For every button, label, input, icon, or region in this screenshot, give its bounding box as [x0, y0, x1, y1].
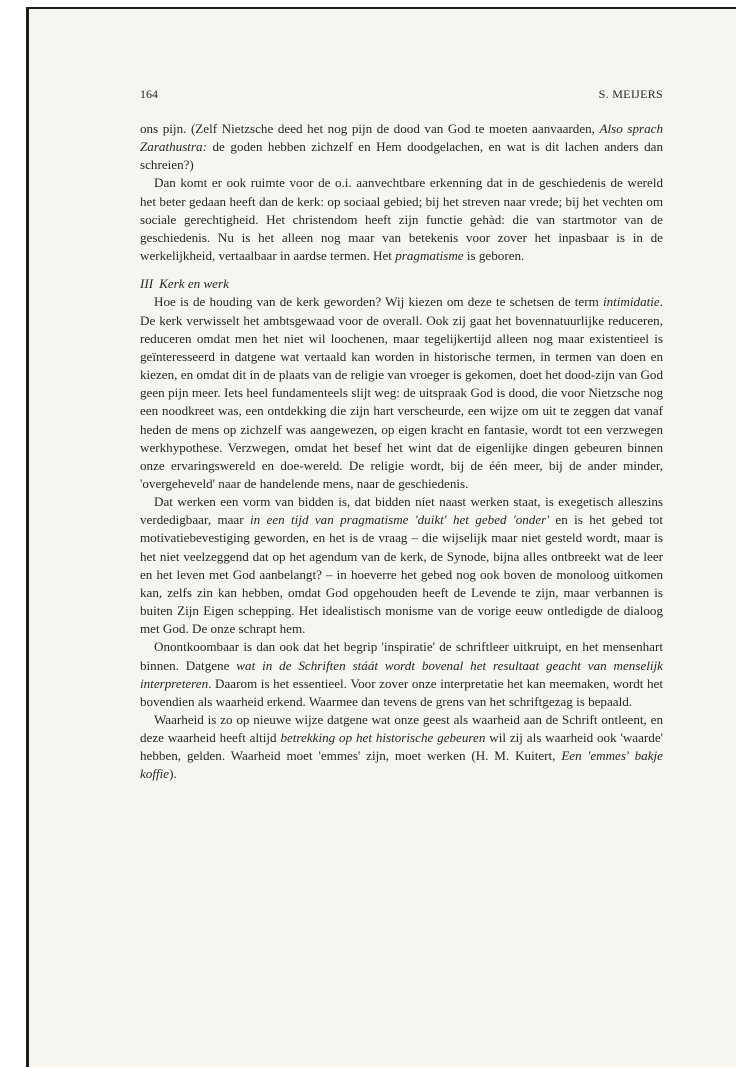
section-number: III [140, 276, 154, 292]
italic-title-koffie: Een 'emmes' bakje koffie [140, 748, 663, 782]
section-heading [140, 275, 663, 293]
page-number: 164 [140, 87, 158, 101]
italic-term-pragmatisme: pragmatisme [395, 248, 464, 264]
paragraph-3: Hoe is de houding van de kerk geworden? Wij kiezen om deze te schetsen de term intimidatie. De kerk verwisselt het ambtsgewaad voor de overall. Ook zij gaat het bovennatuurlijke reduceren, reduceren omdat men het niet wil loochenen, maar tegelijkertijd alleen nog maar existentieel is geïnteresseerd in datgene wat vertaald kan worden in historische termen, in termen van doen en kiezen, en omdat dit in de plaats van de religie van vroeger is gekomen, doet het dood-zijn van God geen pijn meer. Iets heel fundamenteels slijt weg: de uitspraak God is dood, die voor Nietzsche nog een noodkreet was, een ontdekking die zijn hart verscheurde, een wijze om uit te zeggen dat vanaf heden de mens op zichzelf was aangewezen, op eigen kracht en fantasie, wordt tot een verzwegen werkhypothese. Verzwegen, omdat het besef het wint dat de eigenlijke dingen gebeuren binnen onze ervaringswereld en doe-wereld. De religie wordt, bij de één meer, bij de ander minder, 'overgeheveld' naar de handelende mens, naar de geschiedenis. [140, 294, 663, 491]
paragraph-1: ons pijn. (Zelf Nietzsche deed het nog pijn de dood van God te moeten aanvaarden, Also sprach Zarathustra: de goden hebben zichzelf en Hem doodgelachen, en wat is dit lachen anders dan schreien?) [140, 121, 663, 173]
paragraph-2: Dan komt er ook ruimte voor de o.i. aanvechtbare erkenning dat in de geschiedenis de wereld het beter gedaan heeft dan de kerk: op sociaal gebied; bij het streven naar vrede; bij het vechten om sociale gerechtigheid. Het christendom heeft zijn functie gehàd: die van startmotor van de geschiedenis. Nu is het alleen nog maar van betekenis voor zover het inpasbaar is in de werkelijkheid, vertaalbaar in aardse termen. Het pragmatisme is geboren. [140, 175, 663, 264]
section-title: Kerk en werk [159, 276, 229, 292]
paragraph-5: Onontkoombaar is dan ook dat het begrip 'inspiratie' de schriftleer uitkruipt, en het mensenhart binnen. Datgene wat in de Schriften stáát wordt bovenal het resultaat geacht van menselijk interpreteren. Daarom is het essentieel. Voor zover onze interpretatie het kan meemaken, wordt het bovendien als waarheid erkend. Waarmee dan tevens de grens van het schriftgezag is bepaald. [140, 639, 663, 709]
italic-phrase-schriften: wat in de Schriften stáát wordt bovenal het resultaat geacht van menselijk interpreteren [140, 657, 663, 691]
paragraph-4: Dat werken een vorm van bidden is, dat bidden níet naast werken staat, is exegetisch alleszins verdedigbaar, maar in een tijd van pragmatisme 'duikt' het gebed 'onder' en is het gebed tot motivatiebevestiging geworden, en het is de vraag – die wijselijk maar niet gesteld wordt, maar is het niet veelzeggend dat op het agendum van de kerk, de Synode, bijna alles ontbreekt wat de leer en het leven met God aanbelangt? – in hoeverre het gebed nog ook boven de monoloog uitkomen kan, zelfs zin kan hebben, omdat God opgehouden heeft de Levende te zijn, maar verbannen is buiten Zijn Eigen schepping. Het idealistisch monisme van de vorige eeuw ontledigde de dialoog met God. De onze schrapt hem. [140, 494, 663, 637]
running-head [140, 85, 663, 103]
italic-phrase-gebed: in een tijd van pragmatisme 'duikt' het gebed 'onder' [249, 512, 550, 528]
running-head-author: S. MEIJERS [598, 87, 663, 101]
italic-title-zarathustra: Also sprach Zarathustra: [140, 121, 663, 155]
paragraph-6: Waarheid is zo op nieuwe wijze datgene wat onze geest als waarheid aan de Schrift ontleent, en deze waarheid heeft altijd betrekking op het historische gebeuren wil zij als waarheid ook 'waarde' hebben, gelden. Waarheid moet 'emmes' zijn, moet werken (H. M. Kuitert, Een 'emmes' bakje koffie). [140, 712, 663, 782]
italic-term-intimidatie: intimidatie [602, 294, 660, 310]
italic-phrase-historische: betrekking op het historische gebeuren [280, 730, 486, 746]
book-page [140, 85, 663, 784]
